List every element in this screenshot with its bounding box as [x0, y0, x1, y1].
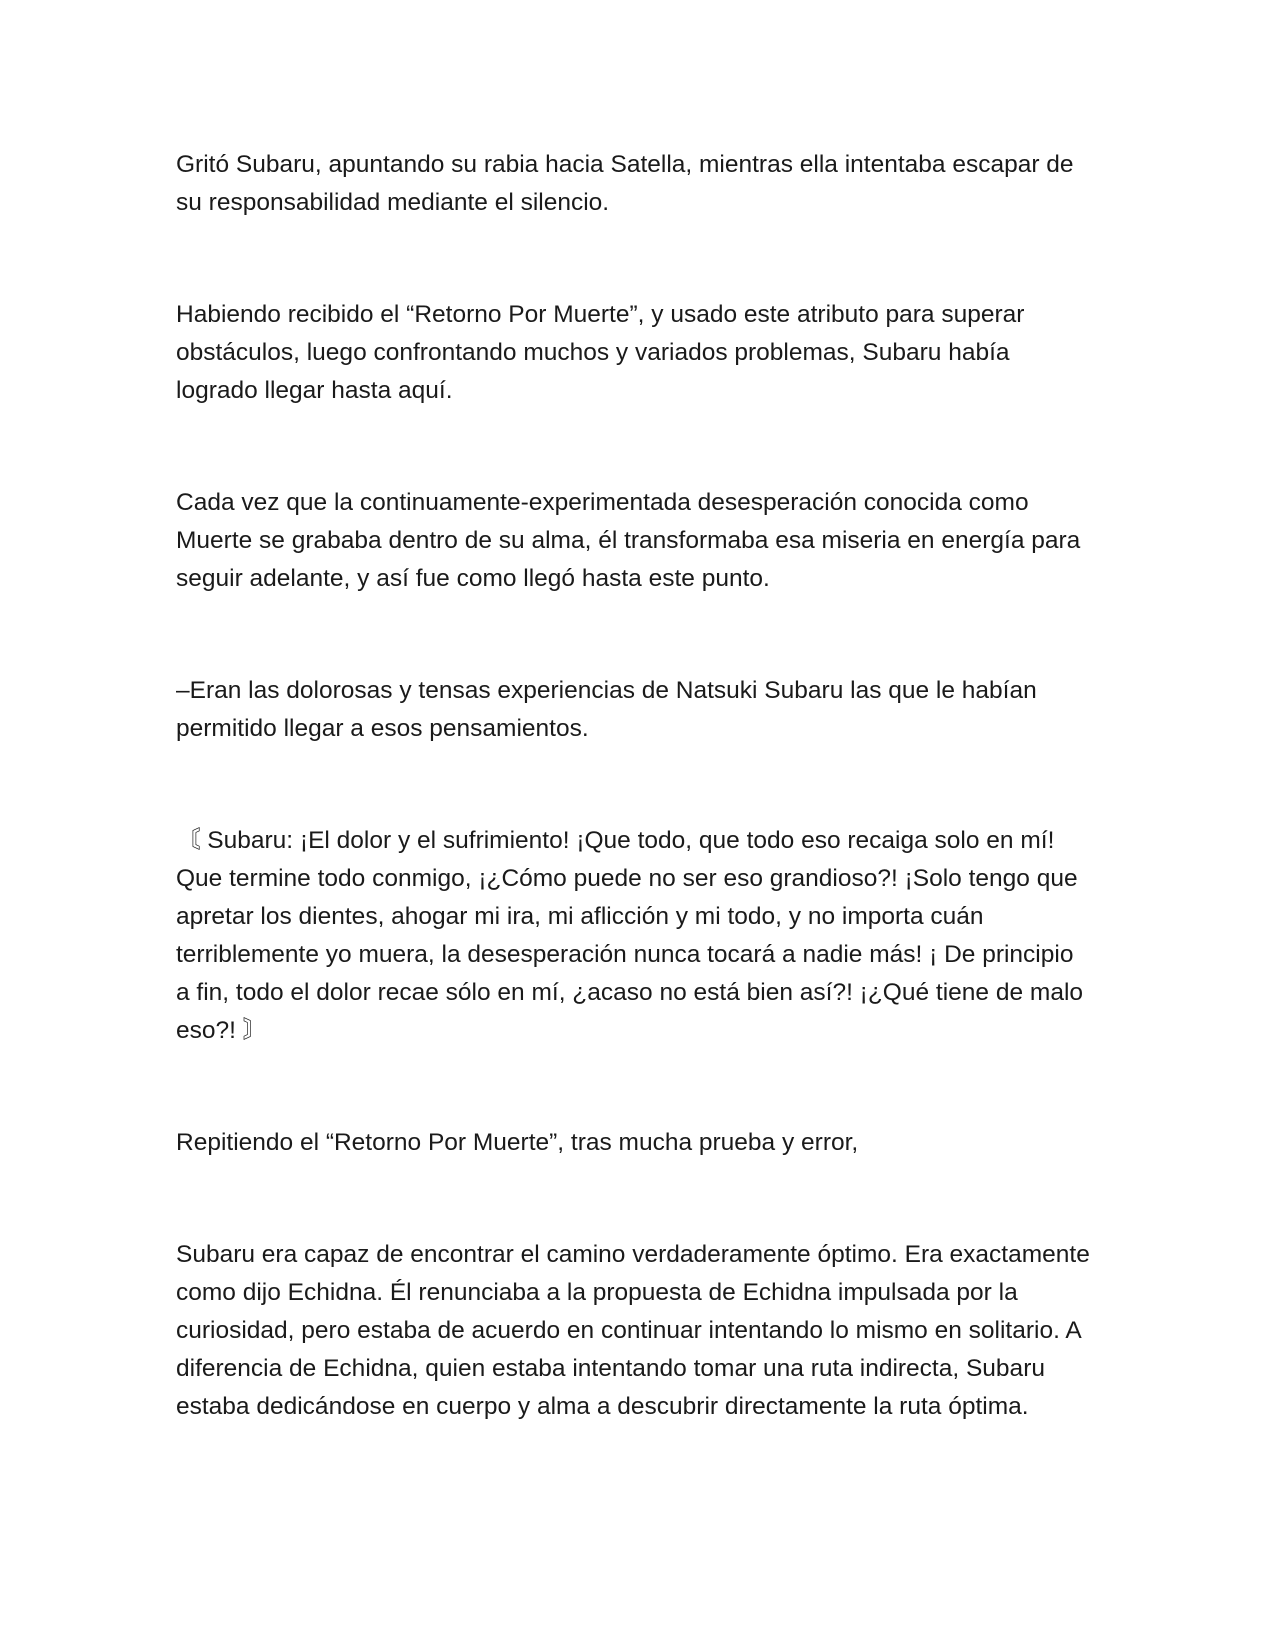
paragraph-7: Subaru era capaz de encontrar el camino verdaderamente óptimo. Era exactamente como dijo Echidna. Él renunciaba a la propuesta de Echidna impulsada por la curiosidad, pero estaba de acuerdo en continuar intentando lo mismo en solitario. A diferencia de Echidna, quien estaba intentando tomar una ruta indirecta, Subaru estaba dedicándose en cuerpo y alma a descubrir directamente la ruta óptima.: [176, 1241, 1090, 1420]
paragraph-1: Gritó Subaru, apuntando su rabia hacia Satella, mientras ella intentaba escapar de su responsabilidad mediante el silencio.: [176, 151, 1074, 216]
document-body: [176, 146, 1091, 1500]
paragraph-3: Cada vez que la continuamente-experimentada desesperación conocida como Muerte se grababa dentro de su alma, él transformaba esa miseria en energía para seguir adelante, y así fue como llegó hasta este punto.: [176, 489, 1081, 592]
paragraph-6: Repitiendo el “Retorno Por Muerte”, tras mucha prueba y error,: [176, 1129, 859, 1156]
dialogue-quote: 〘 Subaru: ¡El dolor y el sufrimiento! ¡Que todo, que todo eso recaiga solo en mí! Que termine todo conmigo, ¡¿Cómo puede no ser eso grandioso?! ¡Solo tengo que apretar los dientes, ahogar mi ira, mi aflicción y mi todo, y no importa cuán terriblemente yo muera, la desesperación nunca tocará a nadie más! ¡ De principio a fin, todo el dolor recae sólo en mí, ¿acaso no está bien así?! ¡¿Qué tiene de malo eso?! 〙: [176, 827, 1084, 1044]
paragraph-4: –Eran las dolorosas y tensas experiencias de Natsuki Subaru las que le habían permitido llegar a esos pensamientos.: [176, 677, 1037, 742]
paragraph-2: Habiendo recibido el “Retorno Por Muerte”, y usado este atributo para superar obstáculos, luego confrontando muchos y variados problemas, Subaru había logrado llegar hasta aquí.: [176, 301, 1025, 404]
